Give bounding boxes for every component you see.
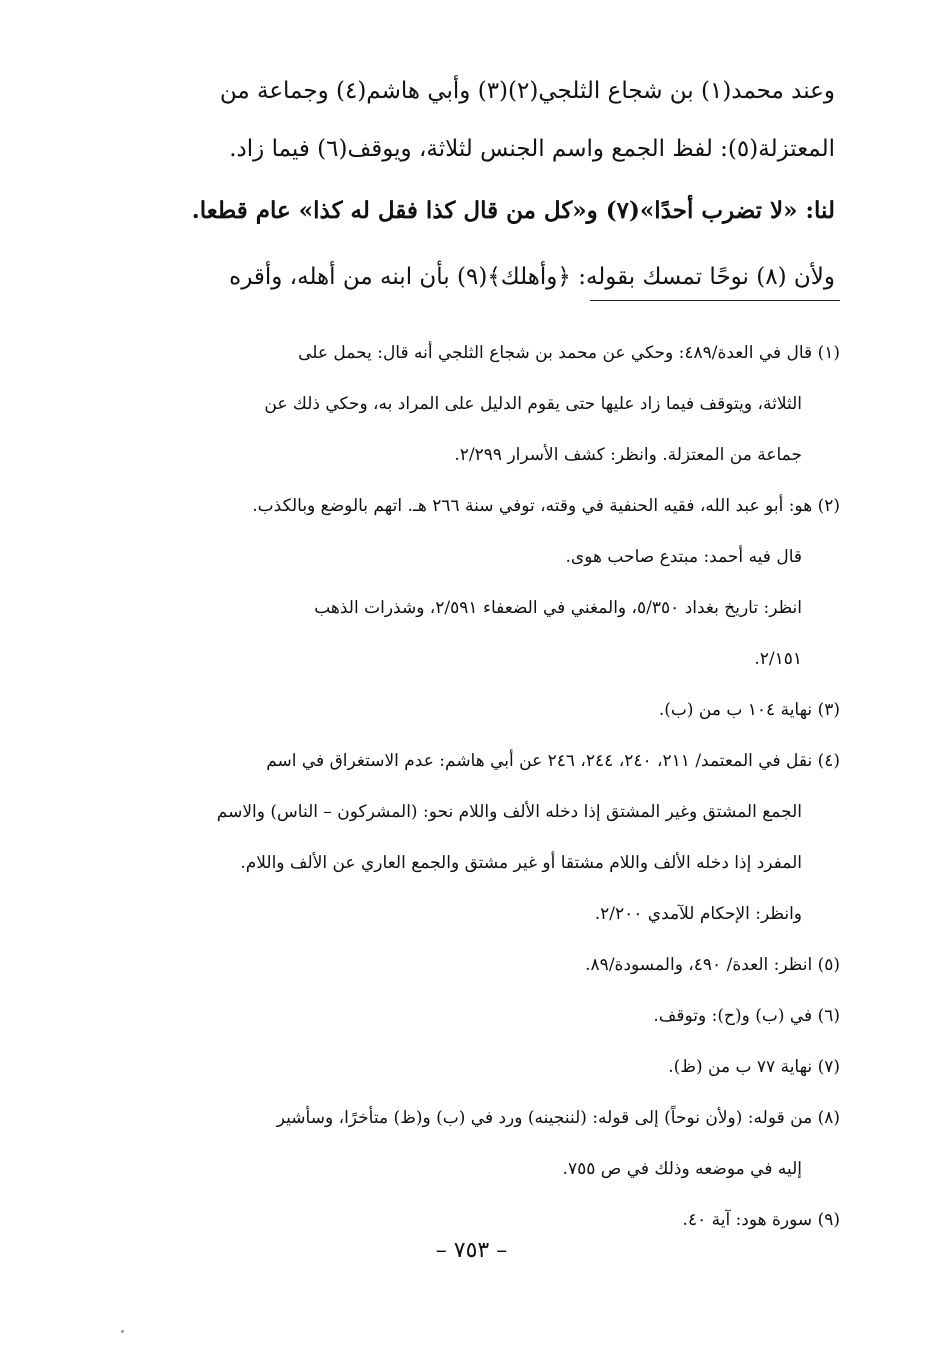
footnote-7: [118, 1042, 840, 1093]
main-line-1: وعند محمد(١) بن شجاع الثلجي(٢)(٣) وأبي هاشم(٤) وجماعة من: [219, 78, 835, 104]
footnote-6: [118, 991, 840, 1042]
footnote-line: (٥) انظر: العدة/ ٤٩٠، والمسودة/٨٩.: [585, 955, 840, 975]
footnote-line: (٦) في (ب) و(ح): وتوقف.: [653, 1006, 840, 1026]
footnote-1: [118, 328, 840, 481]
footnote-5: [118, 940, 840, 991]
footnote-4: [118, 736, 840, 940]
footnote-line: الثلاثة، ويتوقف فيما زاد عليها حتى يقوم الدليل على المراد به، وحكي ذلك عن: [264, 394, 802, 414]
main-line-4: ولأن (٨) نوحًا تمسك بقوله: ﴿وأهلك﴾(٩) بأن ابنه من أهله، وأقره: [229, 264, 835, 290]
main-line-2: المعتزلة(٥): لفظ الجمع واسم الجنس لثلاثة، ويوقف(٦) فيما زاد.: [229, 136, 835, 162]
footnote-line: جماعة من المعتزلة. وانظر: كشف الأسرار ٢/٢٩٩.: [454, 445, 802, 465]
footnote-8: [118, 1093, 840, 1195]
footnote-3: [118, 685, 840, 736]
footnote-line: (٤) نقل في المعتمد/ ٢١١، ٢٤٠، ٢٤٤، ٢٤٦ عن أبي هاشم: عدم الاستغراق في اسم: [266, 751, 840, 771]
footnote-line: (٨) من قوله: (ولأن نوحاً) إلى قوله: (لننجينه) ورد في (ب) و(ظ) متأخرًا، وسأشير: [276, 1108, 840, 1128]
footnote-2: [118, 481, 840, 685]
scan-speck: [121, 1330, 124, 1333]
footnote-line: (٩) سورة هود: آية ٤٠.: [682, 1210, 840, 1230]
footnote-separator: [590, 300, 840, 301]
main-line-3: لنا: «لا تضرب أحدًا»(٧) و«كل من قال كذا فقل له كذا» عام قطعا.: [191, 197, 835, 224]
page-number: – ٧٥٣ –: [435, 1238, 508, 1263]
footnote-line: قال فيه أحمد: مبتدع صاحب هوى.: [565, 547, 802, 567]
footnote-line: ٢/١٥١.: [754, 649, 802, 669]
footnote-line: (٢) هو: أبو عبد الله، فقيه الحنفية في وقته، توفي سنة ٢٦٦ هـ. اتهم بالوضع وبالكذب.: [252, 496, 840, 516]
main-text: [125, 62, 835, 310]
footnote-line: (٧) نهاية ٧٧ ب من (ظ).: [668, 1057, 840, 1077]
footnote-line: وانظر: الإحكام للآمدي ٢/٢٠٠.: [594, 904, 802, 924]
footnote-line: إليه في موضعه وذلك في ص ٧٥٥.: [562, 1159, 802, 1179]
footnote-line: انظر: تاريخ بغداد ٥/٣٥٠، والمغني في الضعفاء ٢/٥٩١، وشذرات الذهب: [314, 598, 802, 618]
footnote-line: (١) قال في العدة/٤٨٩: وحكي عن محمد بن شجاع الثلجي أنه قال: يحمل على: [298, 343, 840, 363]
footnote-line: (٣) نهاية ١٠٤ ب من (ب).: [658, 700, 840, 720]
footnotes: [118, 328, 840, 1246]
footnote-line: الجمع المشتق وغير المشتق إذا دخله الألف واللام نحو: (المشركون – الناس) والاسم: [216, 802, 802, 822]
footnote-line: المفرد إذا دخله الألف واللام مشتقا أو غير مشتق والجمع العاري عن الألف واللام.: [240, 853, 802, 873]
